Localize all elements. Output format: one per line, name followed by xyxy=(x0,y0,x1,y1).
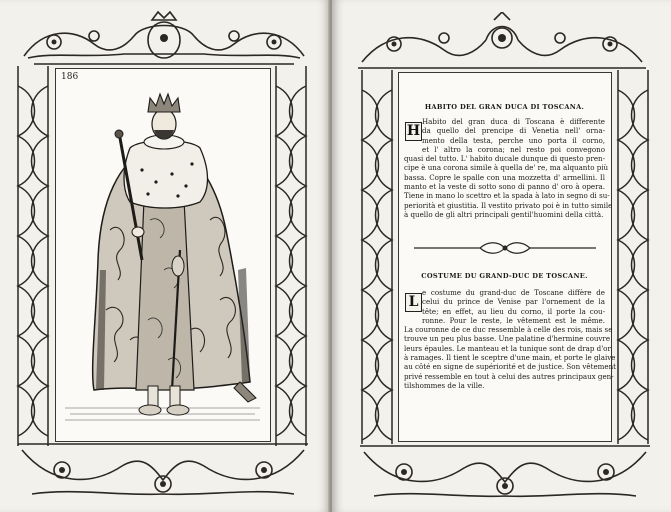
italian-line: cipe è una corona simile à quella de' re, ma alquanto più xyxy=(404,163,609,173)
french-line: celui du prince de Venise par l'ornement de la xyxy=(422,297,605,307)
french-line: e costume du grand-duc de Toscane diffère de xyxy=(422,288,605,297)
left-bottom-ornament xyxy=(12,436,314,502)
french-line: à ramages. Il tient le sceptre d'une main, et porte le glaive xyxy=(404,353,616,363)
french-line: La couronne de ce duc ressemble à celle des rois, mais se xyxy=(404,325,613,335)
french-heading: COSTUME DU GRAND-DUC DE TOSCANE. xyxy=(421,272,588,280)
right-inner-border xyxy=(354,70,400,444)
french-line: leurs épaules. Le manteau et la tunique sont de drap d'or xyxy=(404,343,611,353)
italian-line: Habito del gran duca di Toscana è differente xyxy=(422,117,605,126)
french-line: privé ressemble en tout à celui des autres principaux gen- xyxy=(404,371,614,381)
italian-line: et l' altro la corona; nel resto poi convegono xyxy=(422,144,605,154)
italian-line: à quello de gli altri principali gentil'huomini della città. xyxy=(404,209,604,219)
french-line: tilshommes de la ville. xyxy=(404,380,485,390)
right-bottom-ornament xyxy=(354,440,656,502)
section-divider-ornament xyxy=(410,240,600,254)
italian-line: mento della testa, perche uno porta il corno, xyxy=(422,135,605,145)
french-line: au côté en signe de supériorité et de justice. Son vêtement xyxy=(404,362,616,372)
left-inner-border xyxy=(268,66,314,446)
italian-paragraph xyxy=(404,117,613,219)
italian-line: da quello del prencipe di Venetia nell' orna- xyxy=(422,126,605,136)
french-line: ronne. Pour le reste, le vêtement est le même. xyxy=(422,315,605,325)
french-line: trouve un peu plus basse. Une palatine d'hermine couvre xyxy=(404,334,611,344)
french-paragraph xyxy=(404,288,616,390)
italian-line: Tiene in mano lo scettro et la spada à lato in segno di su- xyxy=(404,191,610,201)
page-number: 186 xyxy=(61,72,79,82)
italian-heading: HABITO DEL GRAN DUCA DI TOSCANA. xyxy=(424,103,585,111)
right-top-ornament xyxy=(350,12,654,76)
italian-line: manto et la veste di sotto sono di panno d' oro à opera. xyxy=(404,182,605,192)
italian-drop-cap: H xyxy=(406,123,421,139)
right-outer-border xyxy=(610,70,656,444)
french-line: tête; en effet, au lieu du corno, il porte la cou- xyxy=(422,306,605,316)
french-drop-cap: L xyxy=(405,293,422,312)
italian-line: bassa. Copre le spalle con una mozzetta d' armellini. Il xyxy=(404,172,605,182)
italian-line: quasi del tutto. L' habito ducale dunque di questo pren- xyxy=(404,154,605,164)
grand-duke-illustration xyxy=(60,90,265,435)
italian-line: periorità et giustitia. Il vestito privato poi è in tutto simile xyxy=(404,200,613,210)
left-top-ornament xyxy=(14,8,314,72)
left-outer-border xyxy=(10,66,56,446)
